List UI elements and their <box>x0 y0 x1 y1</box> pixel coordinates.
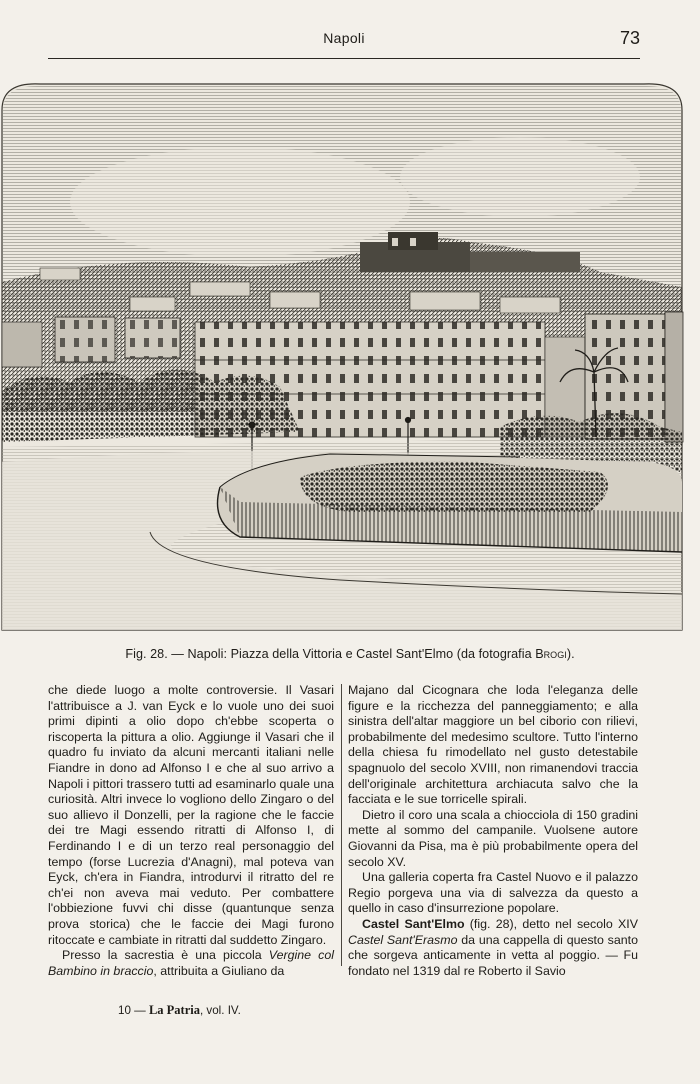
right-paragraph-3: Una galleria coperta fra Castel Nuovo e il palazzo Regio porgeva una via di salvezza da questo a quello in caso d'insurrezione popolare. <box>348 870 638 916</box>
right-paragraph-4 <box>348 917 638 979</box>
footer-brand: La Patria <box>148 1003 200 1017</box>
engraving-illustration <box>0 82 684 634</box>
caption-credit: Brogi <box>535 647 567 661</box>
caption-text: Fig. 28. — Napoli: Piazza della Vittoria e Castel Sant'Elmo (da fotografia <box>125 647 536 661</box>
left-p2-end: , attribuita a Giuliano da <box>153 963 285 978</box>
footer-prefix: 10 — <box>118 1004 149 1017</box>
right-p4-mid: (fig. 28), detto nel secolo XIV <box>464 916 638 931</box>
left-paragraph-1: che diede luogo a molte controversie. Il Vasari l'attribuisce a J. van Eyck e lo vuole uno dei suoi primi dipinti a olio dopo ch'ebbe scoperta o riscoperta la pittura a olio. Aggiunge il Vasari che il quadro fu inviato da alcuni mercanti italiani nelle Fiandre in dono ad Alfonso I e che al suo arrivo a Napoli i pittori trassero tutti ad esaminarlo quale una curiosità. Altri invece lo vogliono dello Zingaro o del suo allievo il Donzelli, per la ragione che le faccie dei tre Magi essendo ritratti di Alfonso I, di Ferdinando I e di un terzo real personaggio del tempo (forse Lucrezia d'Anagni), mal poteva van Eyck, ch'era in Fiandra, introdurvi il ritratto del re ch'ei non aveva mai veduto. Per combattere l'obbiezione fuvvi chi disse (quantunque senza prova storica) che le faccie dei Magi furono ritoccate e cambiate in ritratti dal suddetto Zingaro. <box>48 683 334 947</box>
figure-caption <box>0 647 700 661</box>
garden-fence <box>218 452 683 552</box>
right-p4-end: da una cappella di questo santo che sorgeva anticamente in vetta al poggio. — Fu fondato nel 1319 dal re Roberto il Savio <box>348 932 638 978</box>
left-paragraph-2 <box>48 948 334 979</box>
right-column <box>348 683 638 979</box>
header-rule <box>48 58 640 59</box>
left-column <box>48 683 334 979</box>
left-p2-start: Presso la sacrestia è una piccola <box>62 948 269 963</box>
column-divider <box>341 684 342 966</box>
caption-end: ). <box>566 647 575 661</box>
running-title: Napoli <box>323 30 365 46</box>
page-header <box>48 30 640 56</box>
footer-suffix: , vol. IV. <box>199 1004 241 1017</box>
right-paragraph-1: Majano dal Cicognara che loda l'eleganza delle figure e la ricchezza del panneggiamento; e alla sinistra dell'altar maggiore un bel ciborio con rilievi, probabilmente del medesimo scultore. Tutto l'interno della chiesa fu rimodellato nel gusto detestabile spagnuolo del secolo XVIII, non rimanendovi traccia dell'originale architettura archiacuta salvo che la facciata e le sue torricelle spirali. <box>348 683 638 807</box>
page-footer <box>118 1003 241 1018</box>
right-paragraph-2: Dietro il coro una scala a chiocciola di 150 gradini mette al sommo del campanile. Vuolsene autore Giovanni da Pisa, ma è più probabilmente opera del secolo XV. <box>348 807 638 869</box>
right-p4-italic: Castel Sant'Erasmo <box>348 932 458 947</box>
left-p2-italic: Vergine col Bambino in braccio <box>48 948 335 978</box>
page-number: 73 <box>619 28 640 48</box>
castel-sant-elmo-heading: Castel Sant'Elmo <box>362 916 465 931</box>
